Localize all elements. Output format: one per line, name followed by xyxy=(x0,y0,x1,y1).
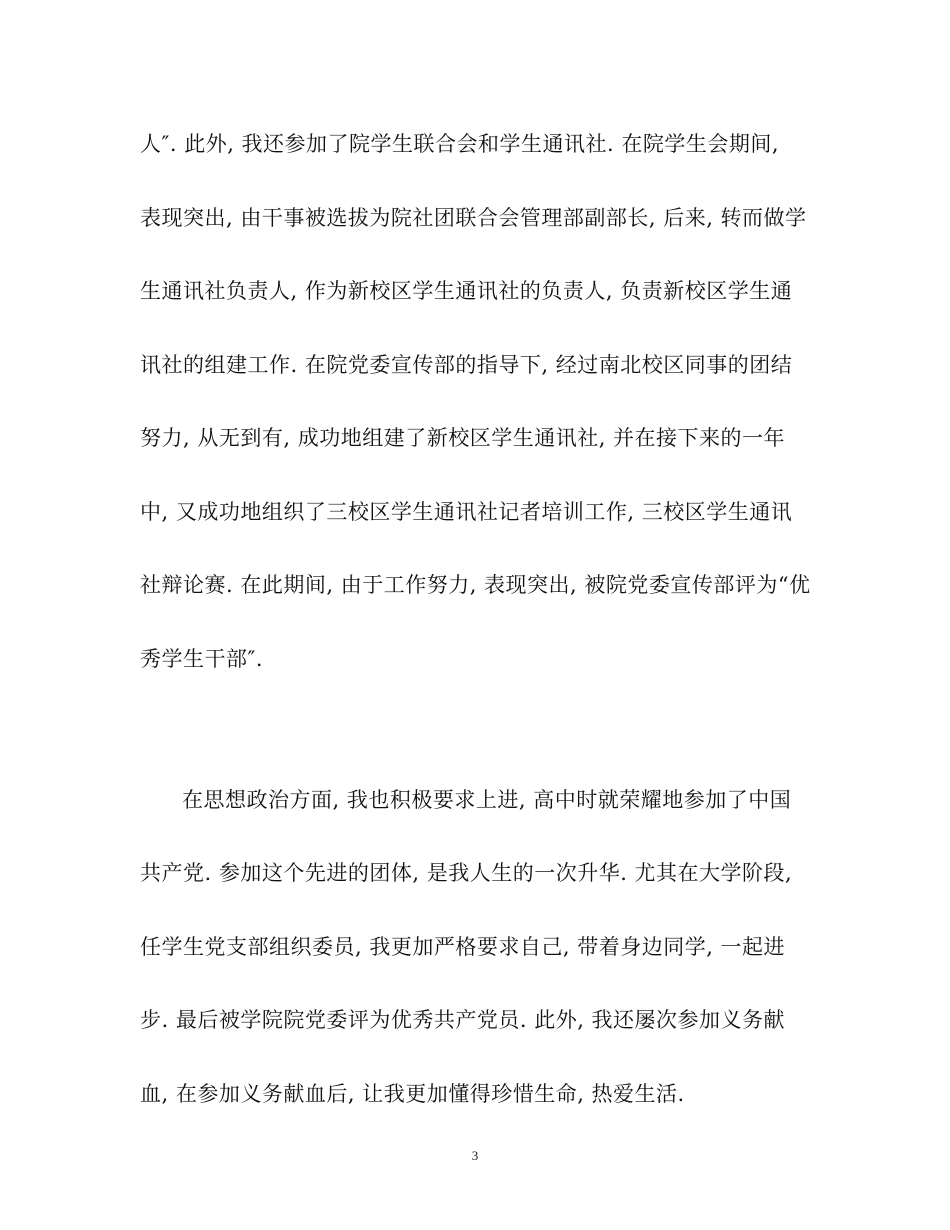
paragraph-line: 社辩论赛. 在此期间, 由于工作努力, 表现突出, 被院党委宣传部评为“优 xyxy=(140,573,811,597)
paragraph-line: 共产党. 参加这个先进的团体, 是我人生的一次升华. 尤其在大学阶段, xyxy=(140,861,793,885)
paragraph-line: 秀学生干部″. xyxy=(140,647,264,671)
paragraph-line: 努力, 从无到有, 成功地组建了新校区学生通讯社, 并在接下来的一年 xyxy=(140,426,786,450)
paragraph-line: 血, 在参加义务献血后, 让我更加懂得珍惜生命, 热爱生活. xyxy=(140,1082,685,1106)
paragraph-line: 在思想政治方面, 我也积极要求上进, 高中时就荣耀地参加了中国 xyxy=(182,788,792,812)
paragraph-line: 步. 最后被学院院党委评为优秀共产党员. 此外, 我还屡次参加义务献 xyxy=(140,1008,786,1032)
page-number: 3 xyxy=(471,1148,479,1163)
paragraph-line: 人″. 此外, 我还参加了院学生联合会和学生通讯社. 在院学生会期间, xyxy=(140,132,780,156)
paragraph-line: 表现突出, 由干事被选拔为院社团联合会管理部副部长, 后来, 转而做学 xyxy=(140,206,807,230)
paragraph-line: 中, 又成功地组织了三校区学生通讯社记者培训工作, 三校区学生通讯 xyxy=(140,500,793,524)
paragraph-line: 任学生党支部组织委员, 我更加严格要求自己, 带着身边同学, 一起进 xyxy=(140,935,786,959)
paragraph-line: 生通讯社负责人, 作为新校区学生通讯社的负责人, 负责新校区学生通 xyxy=(140,279,793,303)
paragraph-line: 讯社的组建工作. 在院党委宣传部的指导下, 经过南北校区同事的团结 xyxy=(140,353,793,377)
